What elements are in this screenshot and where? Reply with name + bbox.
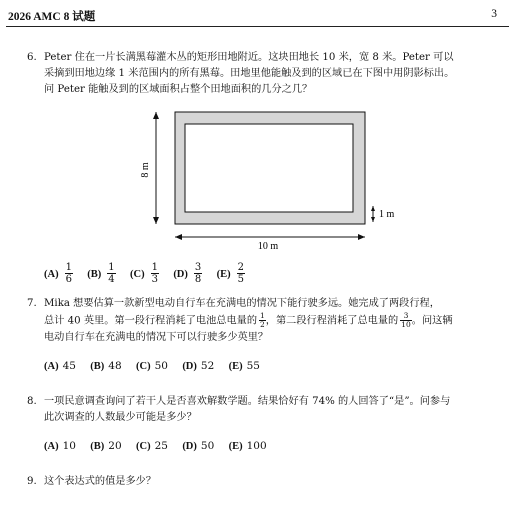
- exam-title: 2026 AMC 8 试题: [8, 11, 96, 23]
- question-number: 9.: [27, 476, 37, 487]
- choice-label: (C): [130, 268, 145, 280]
- choice-d[interactable]: (D) 52: [182, 360, 215, 372]
- question-text-line: 总计 40 英里。第一段行程消耗了电池总电量的 $\frac{1}{2}$ ，第二段行程消耗了总电量的 $\frac{3}{10}$ 。问这辆: [44, 311, 453, 329]
- question-text-line: 电动自行车在充满电的情况下可以行驶多少英里？: [44, 331, 269, 343]
- fraction: $\frac{2}{5}$: [237, 262, 244, 285]
- width-label: 10 m: [257, 241, 279, 252]
- answer-choices-q6: [44, 262, 256, 285]
- choice-e[interactable]: (E) 100: [228, 440, 267, 452]
- margin-label: 1 m: [379, 209, 395, 220]
- choice-label: (E): [216, 268, 231, 280]
- question-text-line: Mika 想要估算一款新型电动自行车在充满电的情况下能行驶多远。她完成了两段行程，: [44, 298, 440, 309]
- choice-d[interactable]: (D) 50: [182, 440, 215, 452]
- question-9: [27, 474, 497, 490]
- question-text-line: 采摘到田地边缘 1 米范围内的所有黑莓。田地里他能触及到的区域已在下图中用阴影标出。: [44, 68, 455, 79]
- arrow-head: [371, 217, 375, 222]
- question-text-line: 问 Peter 能触及到的区域面积占整个田地面积的几分之几？: [44, 84, 313, 95]
- choice-a[interactable]: [44, 262, 73, 285]
- question-number: 7.: [27, 298, 37, 309]
- question-text-line: 此次调查的人数最少可能是多少？: [44, 412, 197, 423]
- arrow-head: [153, 217, 159, 224]
- choice-a[interactable]: (A) 45: [44, 360, 76, 372]
- question-number: 8.: [27, 396, 37, 407]
- fraction: $\frac{1}{4}$: [108, 262, 115, 285]
- choice-label: (B): [87, 268, 102, 280]
- field-inner-unshaded: [185, 124, 353, 212]
- choice-c[interactable]: [130, 262, 159, 285]
- fraction: $\frac{3}{8}$: [194, 262, 202, 285]
- fraction: $\frac{3}{10}$: [401, 311, 411, 329]
- question-number: 6.: [27, 52, 37, 63]
- page-number: 3: [491, 8, 497, 20]
- choice-c[interactable]: (C) 50: [136, 360, 168, 372]
- page-header: [8, 8, 507, 26]
- choice-a[interactable]: (A) 10: [44, 440, 76, 452]
- choice-e[interactable]: [217, 262, 245, 285]
- arrow-head: [358, 234, 365, 240]
- arrow-head: [153, 112, 159, 119]
- answer-choices-q7: [44, 360, 271, 372]
- question-text-line: 这个表达式的值是多少？: [44, 476, 157, 487]
- choice-e[interactable]: (E) 55: [228, 360, 260, 372]
- arrow-head: [175, 234, 182, 240]
- question-8: [27, 394, 497, 426]
- height-label: 8 m: [140, 162, 151, 178]
- answer-choices-q8: [44, 440, 278, 452]
- choice-c[interactable]: (C) 25: [136, 440, 168, 452]
- question-6: [27, 50, 497, 98]
- arrow-head: [371, 206, 375, 211]
- header-rule: [6, 26, 509, 27]
- choice-label: (D): [173, 268, 188, 280]
- fraction: $\frac{1}{6}$: [65, 262, 72, 285]
- choice-d[interactable]: [173, 262, 202, 285]
- fraction: $\frac{1}{3}$: [151, 262, 158, 285]
- choice-b[interactable]: (B) 20: [90, 440, 122, 452]
- question-text-line: Peter 住在一片长满黑莓灌木丛的矩形田地附近。这块田地长 10 米，宽 8 米。Peter 可以: [44, 52, 454, 63]
- question-7: [27, 296, 497, 346]
- choice-b[interactable]: [87, 262, 115, 285]
- field-diagram: [140, 106, 410, 256]
- choice-b[interactable]: (B) 48: [90, 360, 122, 372]
- fraction: $\frac{1}{2}$: [260, 311, 265, 329]
- choice-label: (A): [44, 268, 59, 280]
- question-text-line: 一项民意调查询问了若干人是否喜欢解数学题。结果恰好有 74% 的人回答了“是”。问参与: [44, 396, 451, 407]
